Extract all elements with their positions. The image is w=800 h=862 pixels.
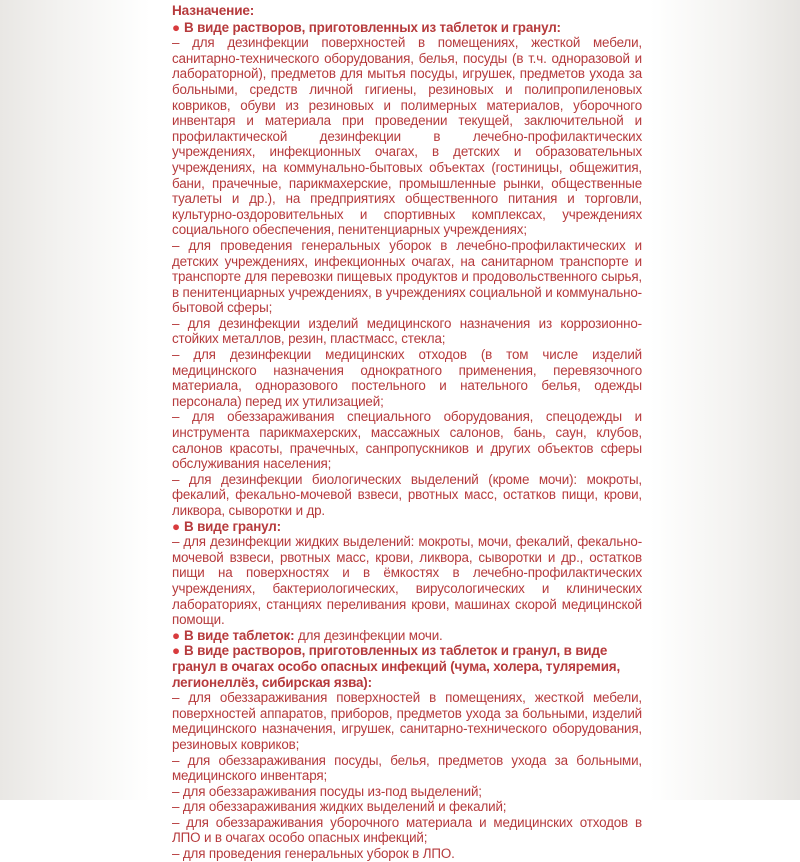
section-solutions xyxy=(172,20,642,519)
bullet-icon: ● xyxy=(172,643,180,659)
list-item: – для дезинфекции изделий медицинского назначения из коррозионно-стойких металлов, резин, пластмасс, стекла; xyxy=(172,315,642,347)
list-item: – для проведения генеральных уборок в лечебно-профилактических и детских учреждениях, инфекционных очагах, на санитарном транспорте и транспорте для перевозки пищевых продуктов и продовольственного сырья, в пенитенциарных учреждениях, в учреждениях социальной и коммунально-бытовой сферы; xyxy=(172,237,642,316)
purpose-heading: Назначение: xyxy=(172,3,255,18)
section-title: ● В виде растворов, приготовленных из таблеток и гранул: xyxy=(172,19,561,35)
section-title: ● В виде таблеток: для дезинфекции мочи. xyxy=(172,627,443,643)
section-title: ● В виде гранул: xyxy=(172,518,281,534)
list-item: – для дезинфекции жидких выделений: мокроты, мочи, фекалий, фекально-мочевой взвеси, рвотных масс, крови, ликвора, сыворотки и др., остатков пищи на поверхностях и в ёмкостях в лечебно-профилактических учреждениях, бактериологических, вирусологических и клинических лабораториях, станциях переливания крови, машинах скорой медицинской помощи. xyxy=(172,534,642,628)
section-inline-text: для дезинфекции мочи. xyxy=(294,627,443,643)
list-item: – для дезинфекции медицинских отходов (в том числе изделий медицинского назначения однократного применения, перевязочного материала, одноразового постельного и нательного белья, одежды персонала) перед их утилизацией; xyxy=(172,347,642,409)
list-item: – для проведения генеральных уборок в ЛПО. xyxy=(172,846,455,862)
section-dangerous-infections xyxy=(172,643,642,861)
list-item: – для дезинфекции поверхностей в помещениях, жесткой мебели, санитарно-технического оборудования, белья, посуды (в т.ч. одноразовой и лабораторной), предметов для мытья посуды, игрушек, предметов ухода за больными, средств личной гигиены, резиновых и полипропиленовых ковриков, обуви из резиновых и полимерных материалов, уборочного инвентаря и материала при проведении текущей, заключительной и профилактической дезинфекции в лечебно-профилактических учреждениях, инфекционных очагах, в детских и образовательных учреждениях, на коммунально-бытовых объектах (гостиницы, общежития, бани, прачечные, парикмахерские, промышленные рынки, общественные туалеты и др.), на предприятиях общественного питания и торговли, культурно-оздоровительных и спортивных комплексах, учреждениях социального обеспечения, пенитенциарных учреждениях; xyxy=(172,35,642,238)
label-text-block xyxy=(128,0,648,862)
list-item: – для обеззараживания поверхностей в помещениях, жесткой мебели, поверхностей аппаратов, приборов, предметов ухода за больными, изделий медицинского назначения, игрушек, санитарно-технического оборудования, резиновых ковриков; xyxy=(172,690,642,752)
list-item: – для обеззараживания специального оборудования, спецодежды и инструмента парикмахерских, массажных салонов, бань, саун, клубов, салонов красоты, прачечных, санпропускников и других объектов сферы обслуживания населения; xyxy=(172,409,642,472)
section-title: ● В виде растворов, приготовленных из таблеток и гранул, в виде гранул в очагах особо опасных инфекций (чума, холера, туляремия, легионеллёз, сибирская язва): xyxy=(172,643,621,690)
list-item: – для обеззараживания посуды, белья, предметов ухода за больными, медицинского инвентаря; xyxy=(172,752,642,784)
list-item: – для обеззараживания уборочного материала и медицинских отходов в ЛПО и в очагах особо опасных инфекций; xyxy=(172,814,642,846)
list-item: – для обеззараживания посуды из-под выделений; xyxy=(172,783,482,799)
bullet-icon: ● xyxy=(172,19,180,35)
bullet-icon: ● xyxy=(172,518,180,534)
section-granules xyxy=(172,519,642,628)
bullet-icon: ● xyxy=(172,627,180,643)
list-item: – для дезинфекции биологических выделений (кроме мочи): мокроты, фекалий, фекально-мочевой взвеси, рвотных масс, остатков пищи, крови, ликвора, сыворотки и др. xyxy=(172,471,642,518)
section-tablets xyxy=(172,628,642,644)
list-item: – для обеззараживания жидких выделений и фекалий; xyxy=(172,799,507,815)
